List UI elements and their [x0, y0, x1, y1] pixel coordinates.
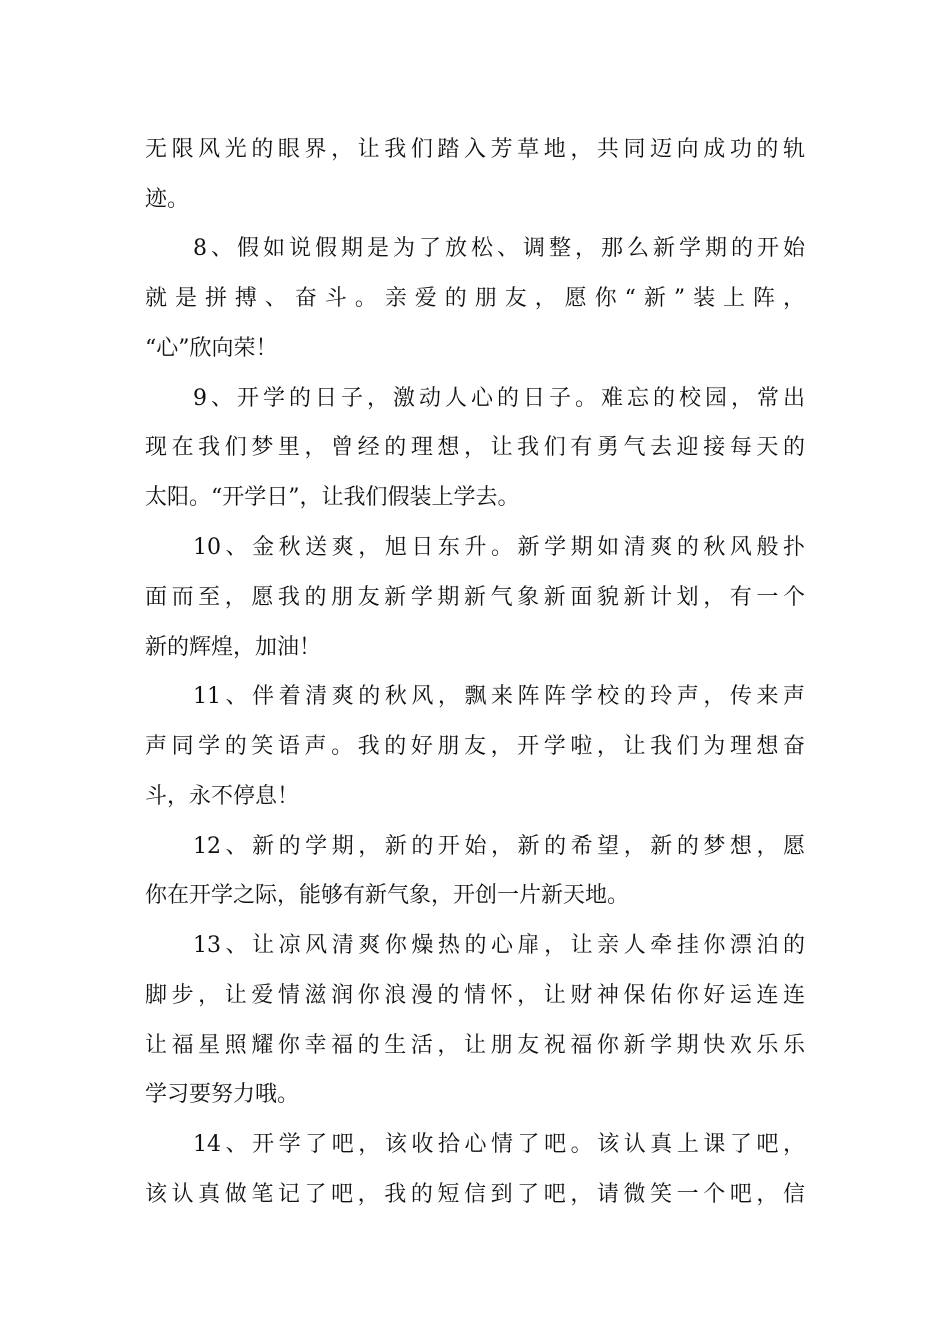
text-line: 声同学的笑语声。我的好朋友，开学啦，让我们为理想奋	[145, 734, 805, 759]
text-line: 12、新的学期，新的开始，新的希望，新的梦想，愿	[193, 834, 805, 859]
text-line: 你在开学之际，能够有新气象，开创一片新天地。	[145, 883, 630, 908]
text-line: 太阳。“开学日”，让我们假装上学去。	[145, 485, 520, 510]
text-line: 13、让凉风清爽你燥热的心扉，让亲人牵挂你漂泊的	[193, 933, 805, 958]
text-line: 9、开学的日子，激动人心的日子。难忘的校园，常出	[193, 386, 805, 411]
text-line: 现在我们梦里，曾经的理想，让我们有勇气去迎接每天的	[145, 435, 805, 460]
text-line: 学习要努力哦。	[145, 1082, 300, 1107]
text-line: 8、假如说假期是为了放松、调整，那么新学期的开始	[193, 236, 805, 261]
text-line: 11、伴着清爽的秋风，飘来阵阵学校的玲声，传来声	[193, 684, 805, 709]
text-line: 该认真做笔记了吧，我的短信到了吧，请微笑一个吧，信	[145, 1182, 805, 1207]
text-line: 面而至，愿我的朋友新学期新气象新面貌新计划，有一个	[145, 585, 805, 610]
text-line: 让福星照耀你幸福的生活，让朋友祝福你新学期快欢乐乐	[145, 1033, 805, 1058]
text-line: 新的辉煌，加油！	[145, 635, 322, 660]
text-line: 脚步，让爱情滋润你浪漫的情怀，让财神保佑你好运连连	[145, 983, 805, 1008]
text-line: 14、开学了吧，该收拾心情了吧。该认真上课了吧，	[193, 1132, 805, 1157]
text-line: 迹。	[145, 187, 190, 212]
text-line: 10、金秋送爽，旭日东升。新学期如清爽的秋风般扑	[193, 535, 805, 560]
text-line: 无限风光的眼界，让我们踏入芳草地，共同迈向成功的轨	[145, 137, 805, 162]
text-line: 就是拼搏、奋斗。亲爱的朋友，愿你“新”装上阵，	[145, 286, 805, 311]
text-line: 斗，永不停息！	[145, 784, 300, 809]
text-line: “心”欣向荣！	[145, 336, 278, 361]
